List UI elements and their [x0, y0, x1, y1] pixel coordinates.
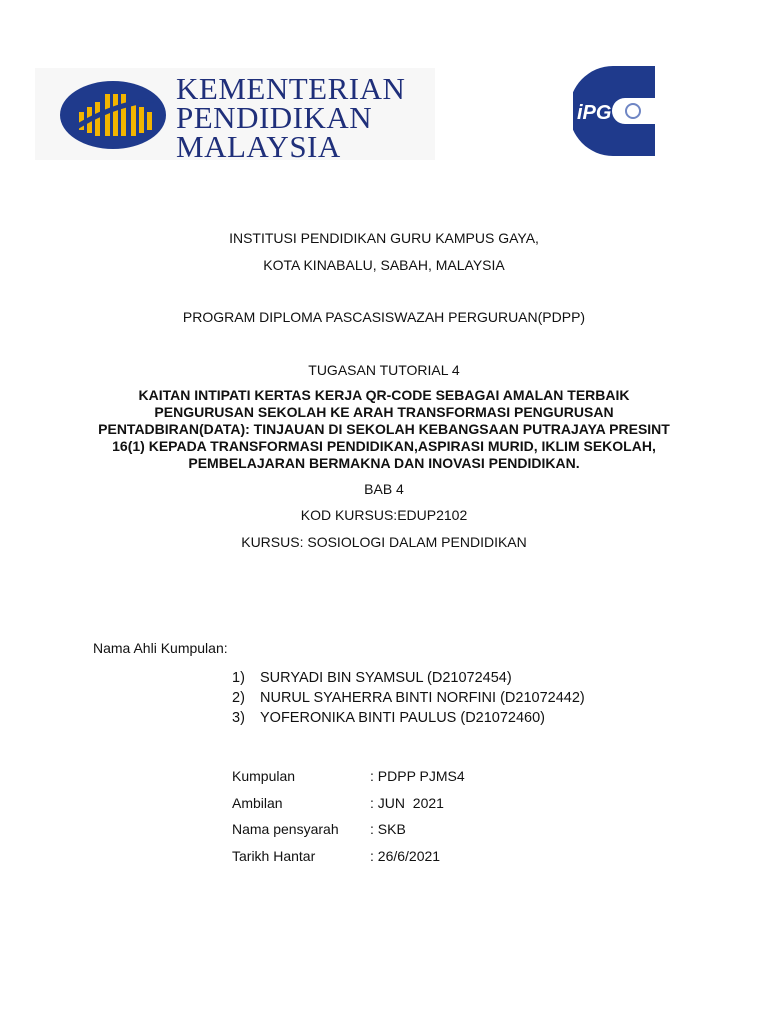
- detail-row-intake: [232, 793, 465, 820]
- detail-row-lecturer: [232, 819, 465, 846]
- detail-row-group: [232, 766, 465, 793]
- program-name: PROGRAM DIPLOMA PASCASISWAZAH PERGURUAN(PDPP): [182, 309, 586, 325]
- ipg-logo-text: iPG: [577, 102, 612, 124]
- institution-line-2: KOTA KINABALU, SABAH, MALAYSIA: [263, 257, 505, 273]
- list-item: 2) NURUL SYAHERRA BINTI NORFINI (D21072442): [232, 690, 585, 706]
- kpm-emblem-icon: [59, 80, 167, 150]
- members-list: [232, 668, 585, 728]
- list-item: 1) SURYADI BIN SYAMSUL (D21072454): [232, 670, 512, 686]
- detail-row-date: [232, 846, 465, 873]
- list-item: 3) YOFERONIKA BINTI PAULUS (D21072460): [232, 710, 546, 726]
- detail-value: : JUN 2021: [370, 794, 444, 811]
- members-label: Nama Ahli Kumpulan:: [93, 640, 228, 656]
- assignment-title: TUGASAN TUTORIAL 4: [308, 362, 460, 378]
- detail-label: Tarikh Hantar: [232, 847, 316, 864]
- detail-label: Kumpulan: [232, 768, 296, 784]
- kpm-logo: [35, 68, 435, 164]
- chapter: BAB 4: [364, 481, 404, 497]
- institution-line-1: INSTITUSI PENDIDIKAN GURU KAMPUS GAYA,: [229, 230, 539, 246]
- course-code: KOD KURSUS:EDUP2102: [300, 507, 468, 523]
- detail-label: Nama pensyarah: [232, 821, 339, 837]
- detail-label: Ambilan: [232, 794, 283, 811]
- ipg-logo-icon: [573, 66, 655, 156]
- document-title: KAITAN INTIPATI KERTAS KERJA QR-CODE SEBAGAI AMALAN TERBAIK PENGURUSAN SEKOLAH KE ARAH TRANSFORMASI PENGURUSAN PENTADBIRAN(DATA): TINJAUAN DI SEKOLAH KEBANGSAAN PUTRAJAYA PRESINT 16(1) KEPADA TRANSFORMASI PENDIDIKAN,ASPIRASI MURID, IKLIM SEKOLAH, PEMBELAJARAN BERMAKNA DAN INOVASI PENDIDIKAN.: [98, 387, 670, 471]
- detail-value: : PDPP PJMS4: [370, 768, 465, 784]
- detail-value: : SKB: [370, 821, 406, 837]
- course-name: KURSUS: SOSIOLOGI DALAM PENDIDIKAN: [241, 534, 527, 550]
- kpm-logo-text: KEMENTERIAN PENDIDIKAN MALAYSIA: [176, 71, 406, 164]
- details-list: [232, 766, 465, 872]
- detail-value: : 26/6/2021: [370, 847, 441, 864]
